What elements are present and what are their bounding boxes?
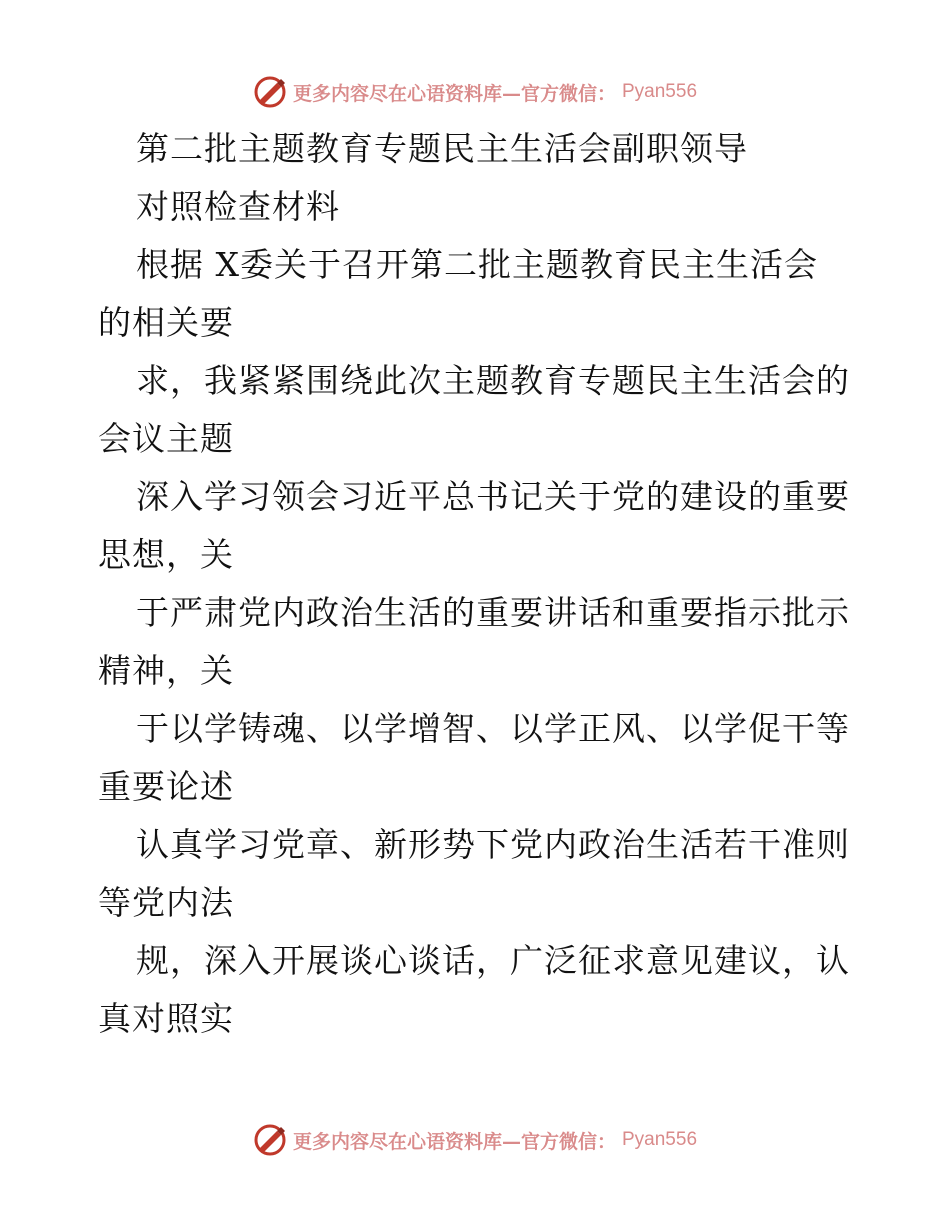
document-line: 对照检查材料 xyxy=(136,187,340,226)
pen-logo-icon xyxy=(253,1123,287,1157)
document-line: 认真学习党章、新形势下党内政治生活若干准则 xyxy=(136,825,850,864)
document-line: 重要论述 xyxy=(98,767,234,806)
document-line: 深入学习领会习近平总书记关于党的建设的重要 xyxy=(136,477,850,516)
document-body xyxy=(98,120,858,1048)
document-line: 求，我紧紧围绕此次主题教育专题民主生活会的 xyxy=(136,361,850,400)
watermark-text: 更多内容尽在心语资料库—官方微信： xyxy=(292,1130,616,1153)
document-line: 第二批主题教育专题民主生活会副职领导 xyxy=(136,129,748,168)
document-line: 等党内法 xyxy=(98,883,234,922)
document-line: 的相关要 xyxy=(98,303,234,342)
pen-logo-icon xyxy=(253,75,287,109)
document-line: 精神，关 xyxy=(98,651,234,690)
footer-watermark xyxy=(0,1120,950,1160)
watermark-text: 更多内容尽在心语资料库—官方微信： xyxy=(292,82,616,105)
document-line: 于以学铸魂、以学增智、以学正风、以学促干等 xyxy=(136,709,850,748)
watermark-handle: Pyan556 xyxy=(622,81,698,102)
document-line: 于严肃党内政治生活的重要讲话和重要指示批示 xyxy=(136,593,850,632)
watermark-handle: Pyan556 xyxy=(622,1129,698,1150)
document-line: 思想，关 xyxy=(98,535,234,574)
document-line: 根据 X委关于召开第二批主题教育民主生活会 xyxy=(136,245,818,284)
header-watermark xyxy=(0,72,950,112)
document-line: 规，深入开展谈心谈话，广泛征求意见建议，认 xyxy=(136,941,850,980)
document-line: 会议主题 xyxy=(98,419,234,458)
document-line: 真对照实 xyxy=(98,999,234,1038)
